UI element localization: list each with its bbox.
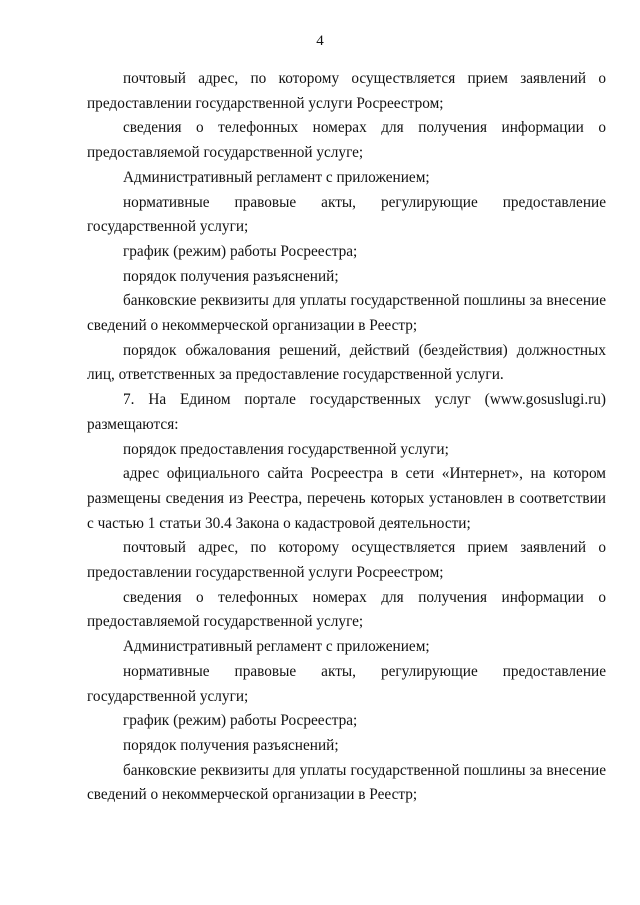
- paragraph: почтовый адрес, по которому осуществляется прием заявлений о предоставлении государственной услуги Росреестром;: [87, 539, 606, 582]
- paragraph: график (режим) работы Росреестра;: [123, 712, 358, 730]
- paragraph: Административный регламент с приложением;: [123, 168, 430, 186]
- paragraph: нормативные правовые акты, регулирующие предоставление государственной услуги;: [87, 662, 606, 705]
- paragraph: банковские реквизиты для уплаты государственной пошлины за внесение сведений о некоммерческой организации в Реестр;: [87, 761, 606, 804]
- document-body: [87, 67, 606, 808]
- paragraph: сведения о телефонных номерах для получения информации о предоставляемой государственной услуге;: [87, 588, 606, 631]
- paragraph: порядок предоставления государственной услуги;: [123, 440, 449, 458]
- paragraph: нормативные правовые акты, регулирующие предоставление государственной услуги;: [87, 193, 606, 236]
- paragraph: график (режим) работы Росреестра;: [123, 242, 358, 260]
- section-7-paragraph: 7. На Едином портале государственных услуг (www.gosuslugi.ru) размещаются:: [87, 391, 606, 433]
- paragraph: порядок получения разъяснений;: [123, 736, 339, 754]
- paragraph: порядок обжалования решений, действий (бездействия) должностных лиц, ответственных за предоставление государственной услуги.: [87, 341, 606, 384]
- page-number: 4: [316, 33, 324, 49]
- paragraph: порядок получения разъяснений;: [123, 267, 339, 285]
- paragraph: Административный регламент с приложением;: [123, 638, 430, 656]
- paragraph: сведения о телефонных номерах для получения информации о предоставляемой государственной услуге;: [87, 119, 606, 162]
- paragraph: адрес официального сайта Росреестра в сети «Интернет», на котором размещены сведения из Реестра, перечень которых установлен в соответствии с частью 1 статьи 30.4 Закона о кадастровой деятельности;: [87, 465, 606, 532]
- paragraph: банковские реквизиты для уплаты государственной пошлины за внесение сведений о некоммерческой организации в Реестр;: [87, 292, 606, 335]
- paragraph: почтовый адрес, по которому осуществляется прием заявлений о предоставлении государственной услуги Росреестром;: [87, 70, 606, 112]
